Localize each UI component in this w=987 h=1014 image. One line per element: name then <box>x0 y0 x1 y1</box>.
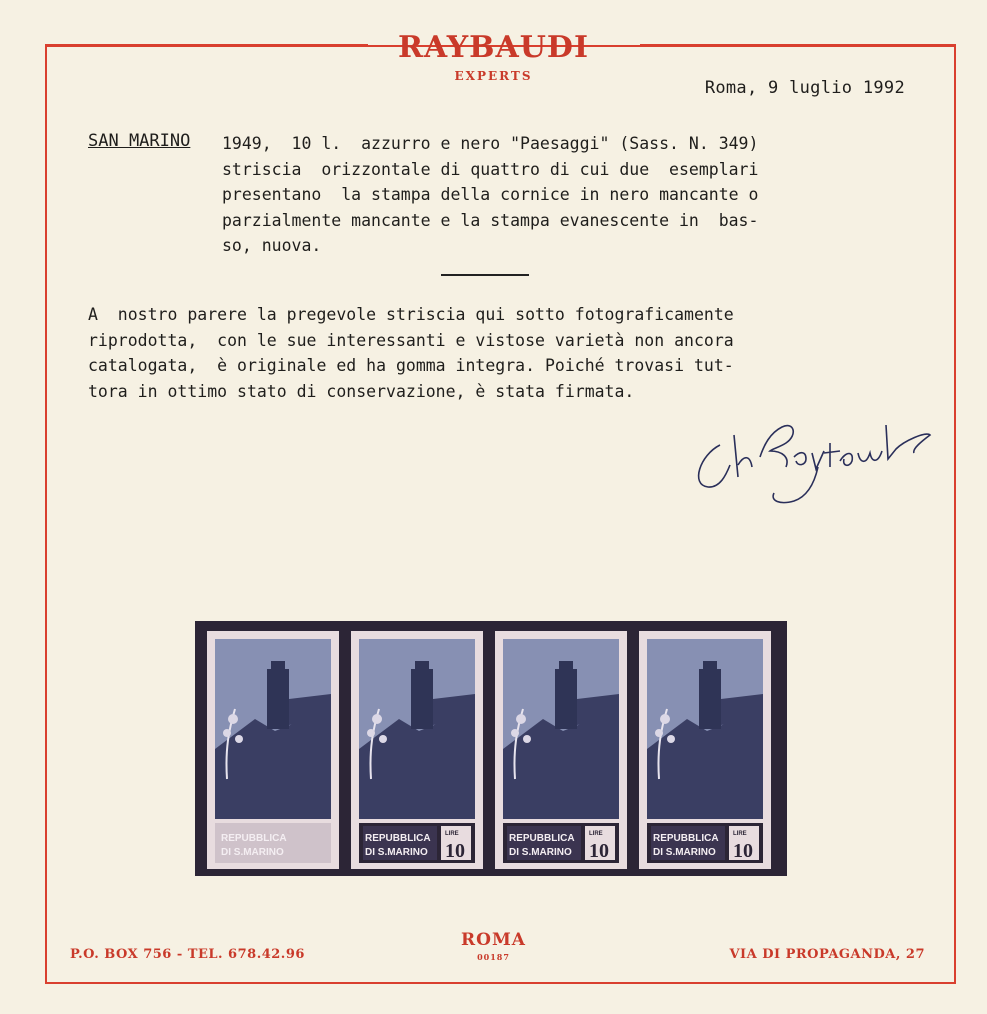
stamp-value-text: 10 <box>733 840 753 862</box>
stamp-description <box>222 131 912 259</box>
stamp-2 <box>351 631 483 869</box>
subject-country: SAN MARINO <box>88 131 191 151</box>
description-line: striscia orizzontale di quattro di cui due esemplari <box>222 159 759 179</box>
stamp-country-text: DI S.MARINO <box>509 847 572 858</box>
stamp-country-text: REPUBBLICA <box>365 833 431 844</box>
stamp-country-text: DI S.MARINO <box>365 847 428 858</box>
opinion-line: riprodotta, con le sue interessanti e vistose varietà non ancora <box>88 330 734 350</box>
description-line: parzialmente mancante e la stampa evanescente in bas- <box>222 210 759 230</box>
description-line: so, nuova. <box>222 236 322 255</box>
description-line: 1949, 10 l. azzurro e nero "Paesaggi" (Sass. N. 349) <box>222 134 759 153</box>
stamp-country-text: REPUBBLICA <box>653 833 719 844</box>
expert-signature <box>690 405 935 525</box>
description-line: presentano la stampa della cornice in nero mancante o <box>222 185 759 204</box>
stamp-currency-text: LIRE <box>445 831 459 837</box>
stamp-landscape-image <box>215 639 331 819</box>
stamp-label-panel <box>647 823 763 863</box>
stamp-currency-text: LIRE <box>589 831 603 837</box>
stamp-label-panel <box>359 823 475 863</box>
stamp-1 <box>207 631 339 869</box>
stamp-value-text: 10 <box>445 840 465 862</box>
stamp-landscape-image <box>359 639 475 819</box>
footer-contact: P.O. BOX 756 - TEL. 678.42.96 <box>70 947 305 962</box>
stamp-country-text: REPUBBLICA <box>509 833 575 844</box>
opinion-line: A nostro parere la pregevole striscia qui sotto fotograficamente <box>88 305 734 324</box>
stamp-value-text: 10 <box>589 840 609 862</box>
stamp-country-text: DI S.MARINO <box>221 847 284 858</box>
footer-postal-code: 00187 <box>477 952 510 962</box>
stamp-label-panel <box>215 823 331 863</box>
stamp-label-panel <box>503 823 619 863</box>
opinion-line: catalogata, è originale ed ha gomma integra. Poiché trovasi tut- <box>88 356 734 375</box>
stamp-3 <box>495 631 627 869</box>
stamp-landscape-image <box>503 639 619 819</box>
stamp-4 <box>639 631 771 869</box>
brand-subtitle: EXPERTS <box>454 69 533 83</box>
stamp-strip-photo <box>195 621 787 876</box>
certificate-date: Roma, 9 luglio 1992 <box>704 78 905 98</box>
stamp-country-text: REPUBBLICA <box>221 833 287 844</box>
footer-address: VIA DI PROPAGANDA, 27 <box>729 947 925 962</box>
stamp-currency-text: LIRE <box>733 831 747 837</box>
stamp-country-text: DI S.MARINO <box>653 847 716 858</box>
expert-opinion <box>88 302 918 404</box>
section-divider <box>441 274 529 276</box>
brand-name: RAYBAUDI <box>398 30 589 65</box>
opinion-line: tora in ottimo stato di conservazione, è stata firmata. <box>88 381 635 401</box>
footer-city: ROMA <box>461 930 526 950</box>
stamp-landscape-image <box>647 639 763 819</box>
